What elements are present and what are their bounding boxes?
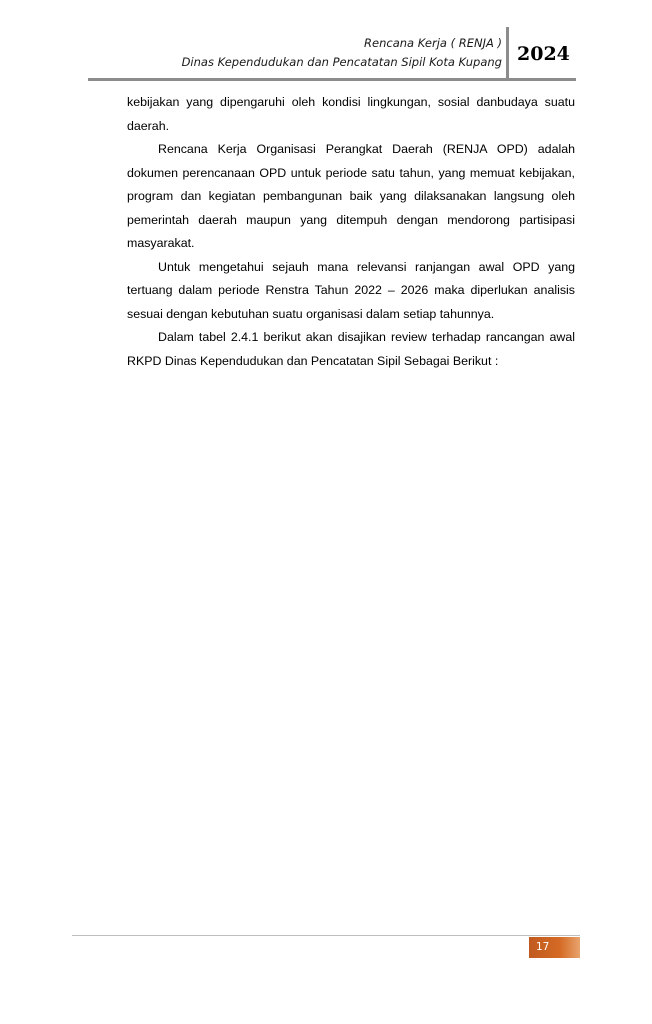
- paragraph-3: Untuk mengetahui sejauh mana relevansi ranjangan awal OPD yang tertuang dalam periode Renstra Tahun 2022 – 2026 maka diperlukan analisis sesuai dengan kebutuhan suatu organisasi dalam setiap tahunnya.: [127, 259, 575, 321]
- header-line-1: Rencana Kerja ( RENJA ): [364, 36, 502, 50]
- header-line-2: Dinas Kependudukan dan Pencatatan Sipil Kota Kupang: [181, 55, 502, 69]
- body-text: [127, 91, 575, 373]
- page-number-badge: [529, 937, 580, 958]
- header-title: [182, 34, 502, 72]
- paragraph-2: Rencana Kerja Organisasi Perangkat Daerah (RENJA OPD) adalah dokumen perencanaan OPD untuk periode satu tahun, yang memuat kebijakan, program dan kegiatan pembangunan baik yang dilaksanakan langsung oleh pemerintah daerah maupun yang ditempuh dengan mendorong partisipasi masyarakat.: [127, 142, 575, 250]
- paragraph-1: kebijakan yang dipengaruhi oleh kondisi lingkungan, sosial danbudaya suatu daerah.: [127, 95, 575, 133]
- footer-divider: [72, 935, 580, 936]
- header-divider-vertical: [506, 27, 509, 79]
- paragraph-4: Dalam tabel 2.4.1 berikut akan disajikan review terhadap rancangan awal RKPD Dinas Kependudukan dan Pencatatan Sipil Sebagai Berikut :: [127, 330, 575, 368]
- page-number: 17: [536, 941, 550, 953]
- header-divider-horizontal: [88, 78, 576, 81]
- header-year: 2024: [517, 43, 570, 65]
